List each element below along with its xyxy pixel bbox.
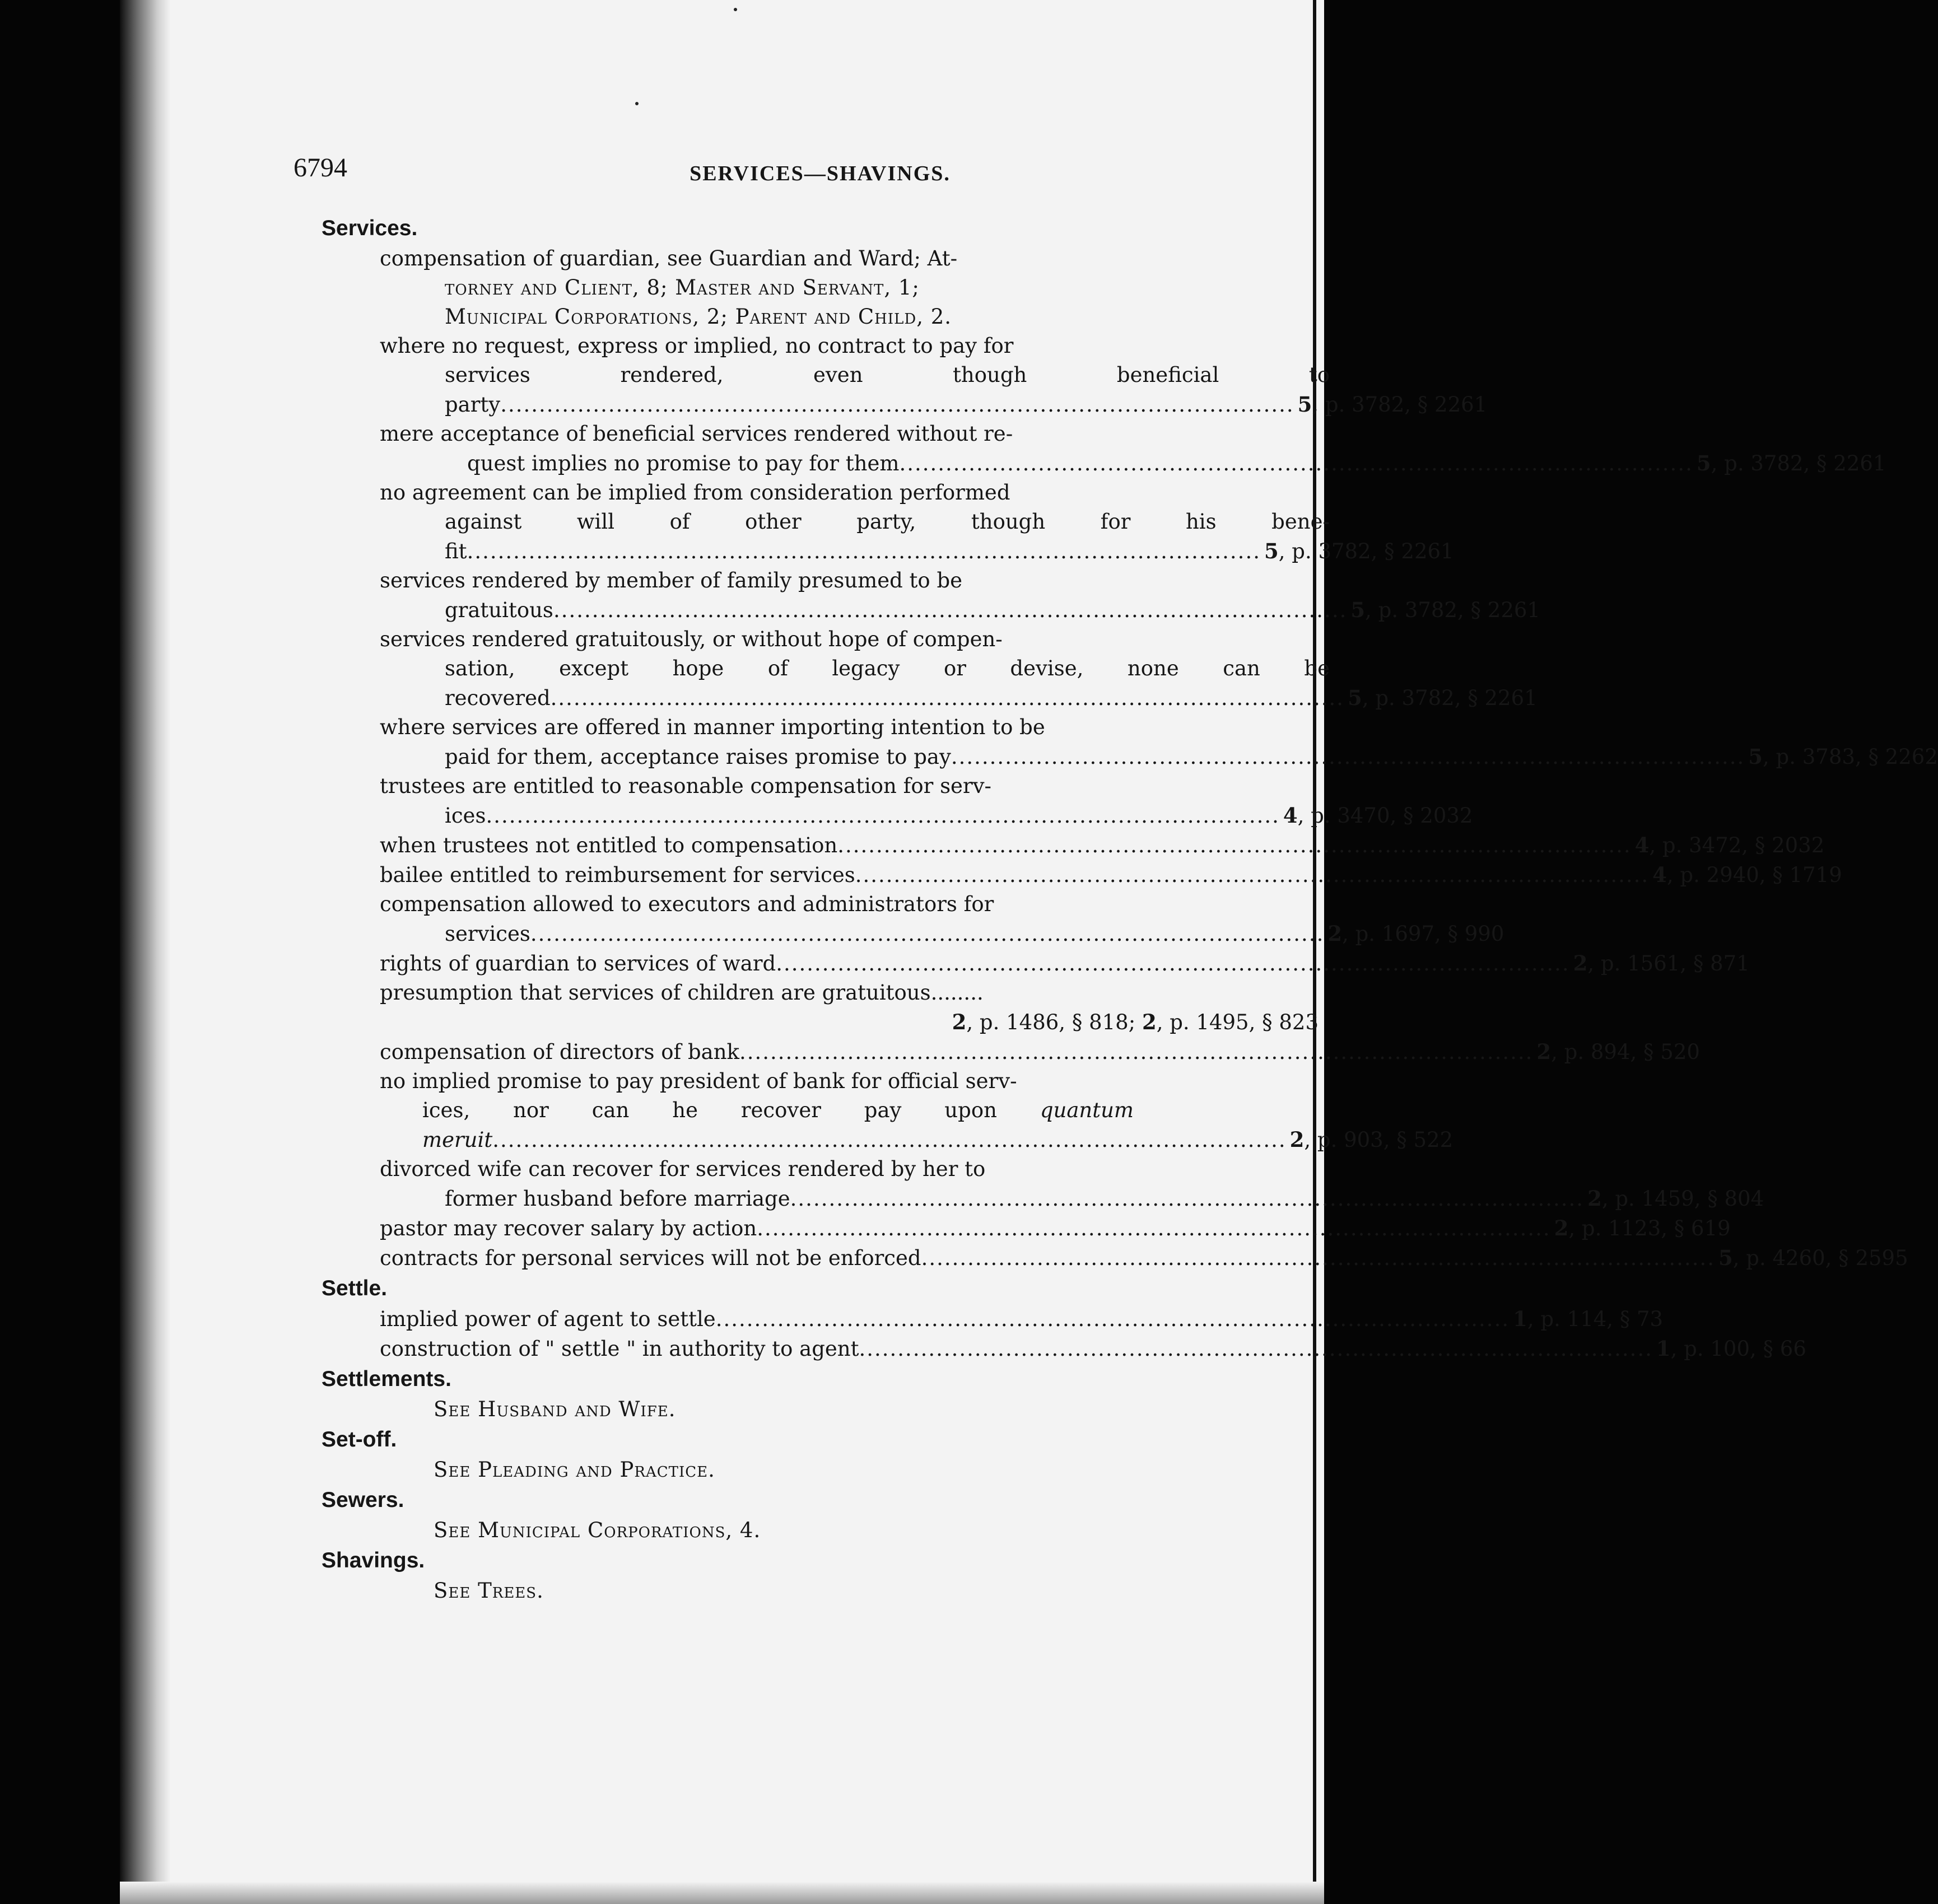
volume-number: 2 [1554,1216,1569,1240]
entry-heading-set-off: Set-off. [322,1427,397,1452]
subentry-guardian-rights [378,949,1750,978]
subentry-implied-power [378,1304,1664,1334]
dot-leader: ....................................................................................................... [899,451,1693,475]
citation-lead: recovered [445,686,551,710]
citation-line [378,742,1938,772]
citation-ref [1344,683,1538,713]
page-section-ref: , p. 903, § 522 [1304,1128,1454,1152]
citation-ref [1632,830,1825,860]
text-line: divorced wife can recover for services rendered by her to [380,1157,986,1181]
running-head: SERVICES—SHAVINGS. [690,162,951,185]
binding-shadow [120,0,170,1904]
citation-lead: quest implies no promise to pay for them [467,451,900,475]
entry-heading-settlements: Settlements. [322,1367,451,1391]
subentry-president [378,1067,1454,1155]
citation-ref [1533,1037,1700,1067]
volume-number: 4 [1652,862,1667,887]
dot-leader: ....................................................................................................... [739,1040,1534,1064]
citation-lead: construction of " settle " in authority to agent [380,1337,859,1361]
citation-lead: when trustees not entitled to compensation [380,833,838,857]
citation-lead: implied power of agent to settle [380,1307,716,1331]
text-line: compensation of guardian, see Guardian and Ward; At- [380,246,958,270]
subentry-trustees-not-entitled [378,830,1825,860]
citation-ref [1570,949,1750,978]
citation-ref [1551,1214,1731,1243]
dot-leader: ....................................................................................................... [467,539,1261,563]
text-line: services rendered by member of family presumed to be [380,568,963,592]
page-section-ref: , p. 894, § 520 [1551,1040,1700,1064]
dot-leader: ....................................................................................................... [500,393,1294,417]
page-section-ref: , p. 3782, § 2261 [1711,451,1886,475]
page-section-ref: , p. 3782, § 2261 [1362,686,1538,710]
text-line: presumption that services of children are gratuitous........ [380,981,984,1005]
citation-line [378,919,1504,949]
page-section-ref: , p. 1697, § 990 [1342,922,1504,946]
page-section-ref: , p. 4260, § 2595 [1732,1246,1908,1270]
citation-lead: fit [445,539,467,563]
text-line: Municipal Corporations, 2; Parent and Child, 2. [445,305,952,329]
citation-line [378,390,1488,419]
cross-reference: See Trees. [434,1579,544,1603]
citation-ref [1510,1304,1663,1334]
citation-line [378,1125,1454,1155]
text-line: where services are offered in manner importing intention to be [380,715,1045,739]
citation-line [378,536,1454,566]
cross-reference: See Municipal Corporations, 4. [434,1518,761,1542]
italic-term: quantum [1040,1098,1134,1122]
dot-leader: ....................................................................................................... [859,1337,1653,1361]
text-line: trustees are entitled to reasonable compensation for serv- [380,774,992,798]
citation-ref [1649,860,1842,890]
cross-reference: See Pleading and Practice. [434,1458,715,1482]
subentry-no-agreement [378,478,1454,566]
dot-leader: ....................................................................................................... [486,804,1280,828]
volume-number: 2 [1587,1186,1602,1211]
citation-ref [1584,1184,1764,1214]
dust-speck [734,8,737,11]
citation-line [378,801,1473,830]
page-section-ref: , p. 2940, § 1719 [1666,863,1842,887]
entry-heading-shavings: Shavings. [322,1548,425,1572]
volume-number: 5 [1718,1245,1733,1270]
dot-leader: ....................................................................................................... [837,833,1632,857]
dot-leader: ....................................................................................................... [550,686,1345,710]
text-line: torney and Client, 8; Master and Servant, 1; [445,276,920,300]
citation-lead: gratuitous [445,598,553,622]
subentry-divorced [378,1155,1764,1214]
citation-lead: pastor may recover salary by action [380,1216,757,1240]
scanned-page [120,0,1938,1904]
citation-line [378,449,1886,478]
volume-number: 1 [1513,1306,1527,1331]
dot-leader: ....................................................................................................... [492,1128,1287,1152]
citation-lead: compensation of directors of bank [380,1040,739,1064]
subentry-mere-acceptance [378,419,1886,478]
text-line: no agreement can be implied from consideration performed [380,480,1010,505]
subentry-bailee [378,860,1842,890]
volume-number: 2 [1289,1127,1305,1152]
page-section-ref: , p. 100, § 66 [1670,1337,1806,1361]
citation-lead: bailee entitled to reimbursement for services [380,863,855,887]
dot-leader: ....................................................................................................... [790,1187,1585,1211]
citation-lead: ices [445,804,486,828]
volume-number: 2 [1142,1010,1157,1034]
citation-ref [1745,742,1938,772]
volume-number: 5 [1696,451,1711,475]
volume-number: 2 [952,1010,967,1034]
citation-lead: former husband before marriage [445,1187,790,1211]
volume-number: 1 [1656,1336,1671,1361]
text-line: no implied promise to pay president of bank for official serv- [380,1069,1017,1093]
text-line: services rendered gratuitously, or without hope of compen- [380,627,1003,651]
entry-heading-settle: Settle. [322,1276,388,1300]
page-section-ref: , p. 3470, § 2032 [1297,804,1473,828]
page-section-ref: , p. 3783, § 2262 [1763,745,1938,769]
citation-ref [1693,449,1886,478]
citation-lead: rights of guardian to services of ward [380,951,776,976]
subentry-children [378,978,1330,1037]
dot-leader: ....................................................................................................... [530,922,1325,946]
dot-leader: ....................................................................................................... [553,598,1348,622]
page-section-ref: , p. 3782, § 2261 [1278,539,1454,563]
page-number: 6794 [294,153,347,183]
citation-ref [1280,801,1473,830]
citation-line [378,1007,1330,1037]
subentry-executors [378,890,1504,949]
subentry-family-member [378,566,1540,625]
text-fragment: ices, nor can he recover pay upon [422,1098,1040,1122]
page-section-ref: , p. 3782, § 2261 [1312,393,1488,417]
text-line: sation, except hope of legacy or devise, none can be [445,656,1330,680]
volume-number: 4 [1634,833,1650,857]
cross-reference: See Husband and Wife. [434,1397,676,1421]
page-section-ref: , p. 1459, § 804 [1601,1187,1764,1211]
volume-number: 5 [1350,598,1366,622]
citation-lead: services [445,922,530,946]
page-content [294,151,1938,1606]
citation-lead: paid for them, acceptance raises promise to pay [445,745,951,769]
citation-lead: party [445,393,501,417]
citation-lead: meruit [422,1128,493,1152]
subentry-gratuitously [378,625,1538,713]
citation-ref [1294,390,1488,419]
volume-number: 2 [1573,951,1588,976]
subentry-trustees-entitled [378,772,1473,830]
subentry-pastor [378,1214,1731,1243]
citation-line [378,1184,1764,1214]
text-line: services rendered, even though beneficial to [445,363,1330,387]
dot-leader: ....................................................................................................... [776,951,1570,976]
dust-speck [635,102,639,105]
citation-ref [1261,536,1454,566]
dot-leader: ....................................................................................................... [855,863,1650,887]
bottom-edge-shadow [120,1882,1324,1904]
page-section-ref: , p. 1495, § 823 [1156,1010,1319,1034]
page-section-ref: , p. 1561, § 871 [1587,951,1750,976]
page-section-ref: , p. 114, § 73 [1527,1307,1664,1331]
dot-leader: ....................................................................................................... [715,1307,1510,1331]
citation-ref [1715,1243,1908,1273]
text-line [378,1096,1330,1125]
volume-number: 5 [1264,539,1279,563]
citation-ref [1347,595,1540,625]
text-line: compensation allowed to executors and administrators for [380,892,994,916]
page-section-ref: , p. 1486, § 818; [966,1010,1142,1034]
volume-number: 2 [1536,1039,1552,1064]
entry-heading-services: Services. [322,216,418,240]
citation-lead: contracts for personal services will not be enforced [380,1246,921,1270]
volume-number: 4 [1283,803,1298,828]
citation-ref [1324,919,1504,949]
volume-number: 5 [1348,685,1362,710]
volume-number: 2 [1327,921,1343,946]
citation-ref [1287,1125,1454,1155]
page-section-ref: , p. 1123, § 619 [1568,1216,1731,1240]
volume-number: 5 [1748,744,1763,769]
subentry-compensation-guardian [378,244,1330,332]
dot-leader: ....................................................................................................... [757,1216,1551,1240]
page-section-ref: , p. 3472, § 2032 [1649,833,1825,857]
subentry-directors [378,1037,1700,1067]
subentry-offered [378,713,1938,772]
citation-ref [1653,1334,1806,1364]
text-line: mere acceptance of beneficial services rendered without re- [380,422,1013,446]
text-line: against will of other party, though for his bene- [445,510,1330,534]
dot-leader: ....................................................................................................... [951,745,1745,769]
subentry-personal-services [378,1243,1908,1273]
subentry-no-request [378,332,1488,419]
volume-number: 5 [1297,392,1312,417]
page-section-ref: , p. 3782, § 2261 [1365,598,1540,622]
citation-line [378,683,1538,713]
entry-heading-sewers: Sewers. [322,1488,404,1512]
text-line: where no request, express or implied, no contract to pay for [380,334,1014,358]
citation-line [378,595,1540,625]
dot-leader: ....................................................................................................... [921,1246,1716,1270]
subentry-construction-settle [378,1334,1806,1364]
